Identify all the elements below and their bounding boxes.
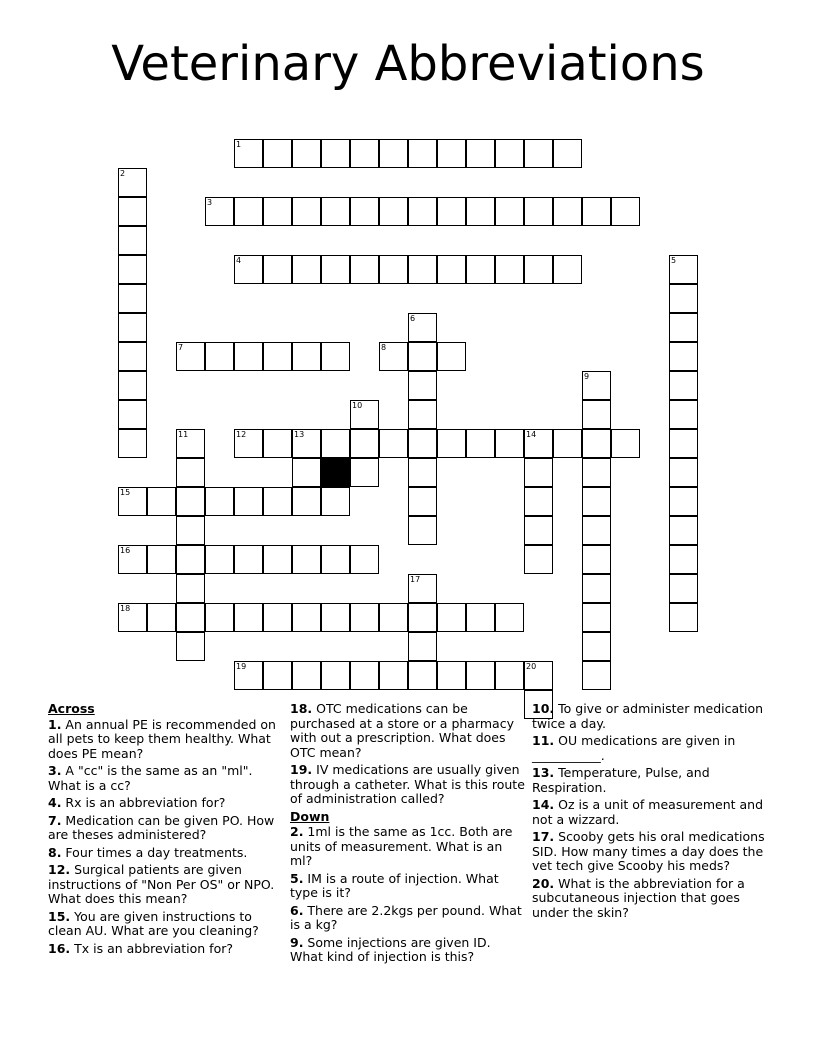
grid-cell[interactable]: [350, 139, 379, 168]
grid-cell[interactable]: [524, 458, 553, 487]
clue-number: 7: [178, 343, 184, 352]
grid-cell[interactable]: [669, 400, 698, 429]
grid-cell[interactable]: [495, 603, 524, 632]
clue-number: 2: [120, 169, 126, 178]
grid-cell[interactable]: [205, 342, 234, 371]
grid-cell[interactable]: [408, 197, 437, 226]
clue-num: 15.: [48, 908, 71, 924]
grid-cell[interactable]: [582, 574, 611, 603]
grid-cell[interactable]: [263, 197, 292, 226]
clue-text: Oz is a unit of measurement and not a wizzard.: [532, 797, 764, 827]
clue-text: You are given instructions to clean AU. What are you cleaning?: [48, 908, 259, 938]
clue-number: 17: [410, 575, 421, 584]
grid-cell[interactable]: [350, 255, 379, 284]
clue-number: 14: [526, 430, 537, 439]
grid-cell[interactable]: [176, 516, 205, 545]
grid-cell[interactable]: [669, 284, 698, 313]
grid-cell[interactable]: [669, 371, 698, 400]
grid-cell[interactable]: [379, 342, 408, 371]
grid-cell[interactable]: [408, 632, 437, 661]
grid-cell[interactable]: [118, 255, 147, 284]
grid-cell[interactable]: [147, 545, 176, 574]
grid-cell[interactable]: [118, 545, 147, 574]
clue-number: 12: [236, 430, 247, 439]
clue-num: 13.: [532, 765, 555, 780]
grid-cell[interactable]: [408, 371, 437, 400]
clue-num: 5.: [290, 870, 304, 886]
grid-cell[interactable]: [553, 429, 582, 458]
grid-cell[interactable]: [437, 429, 466, 458]
clue-number: 8: [381, 343, 387, 352]
grid-cell[interactable]: [408, 487, 437, 516]
grid-cell[interactable]: [118, 400, 147, 429]
grid-cell[interactable]: [263, 545, 292, 574]
grid-cell[interactable]: [669, 342, 698, 371]
clue-number: 16: [120, 546, 131, 555]
grid-cell[interactable]: [582, 371, 611, 400]
clue: [290, 763, 525, 807]
clue-num: 7.: [48, 812, 62, 828]
grid-cell[interactable]: [350, 458, 379, 487]
grid-cell[interactable]: [147, 487, 176, 516]
grid-cell[interactable]: [234, 429, 263, 458]
grid-cell[interactable]: [669, 516, 698, 545]
grid-cell[interactable]: [379, 139, 408, 168]
clue-text: OU medications are given in ___________.: [532, 733, 736, 763]
grid-cell[interactable]: [234, 545, 263, 574]
grid-cell[interactable]: [553, 255, 582, 284]
clue-number: 1: [236, 140, 242, 149]
grid-cell[interactable]: [118, 168, 147, 197]
page-title: Veterinary Abbreviations: [111, 36, 705, 92]
grid-cell[interactable]: [524, 197, 553, 226]
grid-cell[interactable]: [350, 197, 379, 226]
grid-cell[interactable]: [176, 487, 205, 516]
clue-num: 1.: [48, 716, 62, 732]
grid-cell[interactable]: [466, 429, 495, 458]
grid-cell[interactable]: [495, 255, 524, 284]
grid-cell[interactable]: [321, 545, 350, 574]
grid-cell[interactable]: [437, 342, 466, 371]
clue-number: 9: [584, 372, 590, 381]
clue: [48, 718, 283, 762]
grid-cell[interactable]: [582, 516, 611, 545]
clue-number: 20: [526, 662, 537, 671]
grid-cell[interactable]: [669, 458, 698, 487]
grid-cell[interactable]: [524, 661, 553, 690]
grid-cell[interactable]: [205, 197, 234, 226]
grid-cell[interactable]: [379, 429, 408, 458]
grid-cell[interactable]: [321, 603, 350, 632]
clue: [532, 734, 767, 763]
clue: [532, 702, 767, 731]
grid-cell[interactable]: [263, 487, 292, 516]
grid-cell[interactable]: [408, 313, 437, 342]
clue: [48, 814, 283, 843]
grid-cell[interactable]: [408, 661, 437, 690]
clue: [290, 936, 525, 965]
grid-cell[interactable]: [495, 139, 524, 168]
grid-cell[interactable]: [524, 516, 553, 545]
grid-cell[interactable]: [176, 458, 205, 487]
grid-cell[interactable]: [118, 342, 147, 371]
clue-number: 15: [120, 488, 131, 497]
grid-cell[interactable]: [176, 574, 205, 603]
grid-cell[interactable]: [263, 661, 292, 690]
clue-num: 16.: [48, 940, 71, 956]
clue-text: Tx is an abbreviation for?: [70, 940, 234, 956]
grid-cell[interactable]: [437, 197, 466, 226]
grid-cell[interactable]: [205, 603, 234, 632]
grid-cell[interactable]: [437, 139, 466, 168]
clue-text: Medication can be given PO. How are theses administered?: [48, 812, 275, 842]
grid-cell[interactable]: [350, 661, 379, 690]
clue-num: 18.: [290, 701, 313, 716]
grid-cell[interactable]: [466, 661, 495, 690]
clue-text: There are 2.2kgs per pound. What is a kg?: [290, 902, 522, 932]
grid-cell[interactable]: [263, 603, 292, 632]
grid-cell[interactable]: [350, 545, 379, 574]
clue-num: 2.: [290, 824, 304, 839]
grid-cell[interactable]: [408, 603, 437, 632]
clue-num: 8.: [48, 844, 62, 860]
grid-cell[interactable]: [292, 255, 321, 284]
clue-number: 13: [294, 430, 305, 439]
grid-cell[interactable]: [408, 429, 437, 458]
clue: [48, 846, 283, 861]
clue: [48, 910, 283, 939]
grid-cell[interactable]: [118, 313, 147, 342]
grid-cell[interactable]: [379, 603, 408, 632]
clue: [48, 796, 283, 811]
grid-cell[interactable]: [176, 603, 205, 632]
grid-cell[interactable]: [176, 429, 205, 458]
grid-cell[interactable]: [379, 255, 408, 284]
clue-number: 10: [352, 401, 363, 410]
clue: [532, 830, 767, 874]
grid-cell[interactable]: [669, 574, 698, 603]
clue-number: 3: [207, 198, 213, 207]
grid-cell[interactable]: [466, 139, 495, 168]
grid-cell[interactable]: [524, 139, 553, 168]
clue-text: OTC medications can be purchased at a store or a pharmacy with out a prescription. What does OTC mean?: [290, 701, 514, 760]
clue-text: To give or administer medication twice a day.: [532, 701, 764, 731]
grid-cell[interactable]: [582, 400, 611, 429]
clue: [532, 798, 767, 827]
grid-cell[interactable]: [321, 429, 350, 458]
grid-cell[interactable]: [234, 342, 263, 371]
grid-cell[interactable]: [176, 342, 205, 371]
grid-cell[interactable]: [582, 197, 611, 226]
grid-cell[interactable]: [466, 603, 495, 632]
grid-cell[interactable]: [495, 429, 524, 458]
clue: [290, 904, 525, 933]
grid-cell[interactable]: [263, 342, 292, 371]
grid-cell[interactable]: [437, 255, 466, 284]
grid-cell[interactable]: [408, 255, 437, 284]
clue-num: 19.: [290, 762, 313, 777]
grid-cell[interactable]: [495, 661, 524, 690]
clue: [48, 863, 283, 907]
grid-cell[interactable]: [292, 139, 321, 168]
grid-cell[interactable]: [408, 516, 437, 545]
grid-cell[interactable]: [437, 603, 466, 632]
grid-cell[interactable]: [292, 661, 321, 690]
grid-cell[interactable]: [118, 197, 147, 226]
grid-cell[interactable]: [118, 284, 147, 313]
clue-text: An annual PE is recommended on all pets to keep them healthy. What does PE mean?: [48, 716, 276, 761]
clue: [48, 764, 283, 793]
clue-text: 1ml is the same as 1cc. Both are units of measurement. What is an ml?: [290, 824, 513, 868]
grid-cell[interactable]: [669, 487, 698, 516]
grid-cell[interactable]: [205, 487, 234, 516]
grid-cell[interactable]: [118, 603, 147, 632]
clue-num: 9.: [290, 934, 304, 950]
grid-cell[interactable]: [582, 545, 611, 574]
clue-text: A "cc" is the same as an "ml". What is a cc?: [48, 763, 253, 793]
grid-cell[interactable]: [524, 255, 553, 284]
clues-column-2: [290, 702, 525, 968]
grid-cell[interactable]: [321, 139, 350, 168]
clue-number: 19: [236, 662, 247, 671]
clue-num: 12.: [48, 862, 71, 877]
grid-cell[interactable]: [263, 139, 292, 168]
grid-cell[interactable]: [292, 603, 321, 632]
grid-cell[interactable]: [234, 197, 263, 226]
clue: [290, 825, 525, 869]
grid-cell[interactable]: [118, 371, 147, 400]
grid-cell[interactable]: [408, 400, 437, 429]
grid-cell[interactable]: [379, 197, 408, 226]
clue: [532, 766, 767, 795]
grid-cell[interactable]: [205, 545, 234, 574]
grid-cell[interactable]: [263, 255, 292, 284]
grid-cell[interactable]: [408, 458, 437, 487]
grid-cell[interactable]: [321, 661, 350, 690]
grid-cell[interactable]: [466, 197, 495, 226]
grid-cell[interactable]: [234, 255, 263, 284]
clue-num: 14.: [532, 797, 555, 812]
grid-cell[interactable]: [379, 661, 408, 690]
grid-cell[interactable]: [669, 313, 698, 342]
across-heading: Across: [48, 701, 95, 716]
clues-column-1: [48, 702, 283, 959]
grid-cell[interactable]: [408, 574, 437, 603]
clue: [48, 942, 283, 957]
grid-cell[interactable]: [553, 139, 582, 168]
clue-num: 11.: [532, 733, 555, 748]
grid-cell[interactable]: [582, 429, 611, 458]
grid-cell[interactable]: [582, 603, 611, 632]
grid-cell[interactable]: [669, 255, 698, 284]
grid-cell[interactable]: [524, 429, 553, 458]
clue: [532, 877, 767, 921]
grid-cell[interactable]: [321, 342, 350, 371]
clue-num: 4.: [48, 795, 62, 810]
clue-text: Scooby gets his oral medications SID. How many times a day does the vet tech give Scooby his meds?: [532, 829, 765, 873]
grid-cell[interactable]: [582, 487, 611, 516]
grid-cell[interactable]: [524, 545, 553, 574]
clue-text: What is the abbreviation for a subcutaneous injection that goes under the skin?: [532, 875, 745, 920]
grid-cell[interactable]: [321, 197, 350, 226]
grid-cell[interactable]: [118, 226, 147, 255]
black-cell: [321, 458, 350, 487]
clue-text: Four times a day treatments.: [61, 844, 248, 860]
grid-cell[interactable]: [234, 139, 263, 168]
grid-cell[interactable]: [582, 458, 611, 487]
clue: [290, 702, 525, 760]
grid-cell[interactable]: [292, 342, 321, 371]
clue-number: 11: [178, 430, 189, 439]
grid-cell[interactable]: [263, 429, 292, 458]
grid-cell[interactable]: [176, 632, 205, 661]
grid-cell[interactable]: [437, 661, 466, 690]
clue-num: 3.: [48, 763, 62, 778]
grid-cell[interactable]: [147, 603, 176, 632]
grid-cell[interactable]: [611, 429, 640, 458]
grid-cell[interactable]: [524, 487, 553, 516]
grid-cell[interactable]: [321, 255, 350, 284]
grid-cell[interactable]: [408, 342, 437, 371]
grid-cell[interactable]: [234, 603, 263, 632]
grid-cell[interactable]: [176, 545, 205, 574]
grid-cell[interactable]: [408, 139, 437, 168]
grid-cell[interactable]: [118, 429, 147, 458]
grid-cell[interactable]: [611, 197, 640, 226]
clue-text: Temperature, Pulse, and Respiration.: [532, 765, 710, 795]
clue: [290, 872, 525, 901]
clue-number: 6: [410, 314, 416, 323]
clue-number: 5: [671, 256, 677, 265]
grid-cell[interactable]: [292, 197, 321, 226]
clue-number: 18: [120, 604, 131, 613]
clue-num: 6.: [290, 902, 304, 918]
grid-cell[interactable]: [582, 661, 611, 690]
grid-cell[interactable]: [669, 603, 698, 632]
clue-num: 17.: [532, 829, 555, 844]
grid-cell[interactable]: [350, 603, 379, 632]
grid-cell[interactable]: [234, 487, 263, 516]
grid-cell[interactable]: [495, 197, 524, 226]
clues-column-3: [532, 702, 767, 923]
clue-num: 10.: [532, 701, 555, 716]
clue-number: 4: [236, 256, 242, 265]
grid-cell[interactable]: [669, 545, 698, 574]
grid-cell[interactable]: [553, 197, 582, 226]
grid-cell[interactable]: [292, 429, 321, 458]
clue-text: Rx is an abbreviation for?: [61, 795, 226, 810]
grid-cell[interactable]: [582, 632, 611, 661]
grid-cell[interactable]: [669, 429, 698, 458]
grid-cell[interactable]: [292, 545, 321, 574]
grid-cell[interactable]: [466, 255, 495, 284]
grid-cell[interactable]: [118, 487, 147, 516]
clue-text: Some injections are given ID. What kind of injection is this?: [290, 934, 491, 964]
grid-cell[interactable]: [350, 400, 379, 429]
down-heading: Down: [290, 808, 330, 824]
grid-cell[interactable]: [292, 458, 321, 487]
grid-cell[interactable]: [321, 487, 350, 516]
clue-num: 20.: [532, 875, 555, 891]
clue-text: IV medications are usually given through a catheter. What is this route of administration called?: [290, 762, 525, 806]
clue-text: Surgical patients are given instructions of "Non Per OS" or NPO. What does this mean?: [48, 862, 275, 906]
clue-text: IM is a route of injection. What type is it?: [290, 870, 499, 900]
grid-cell[interactable]: [234, 661, 263, 690]
grid-cell[interactable]: [350, 429, 379, 458]
grid-cell[interactable]: [292, 487, 321, 516]
